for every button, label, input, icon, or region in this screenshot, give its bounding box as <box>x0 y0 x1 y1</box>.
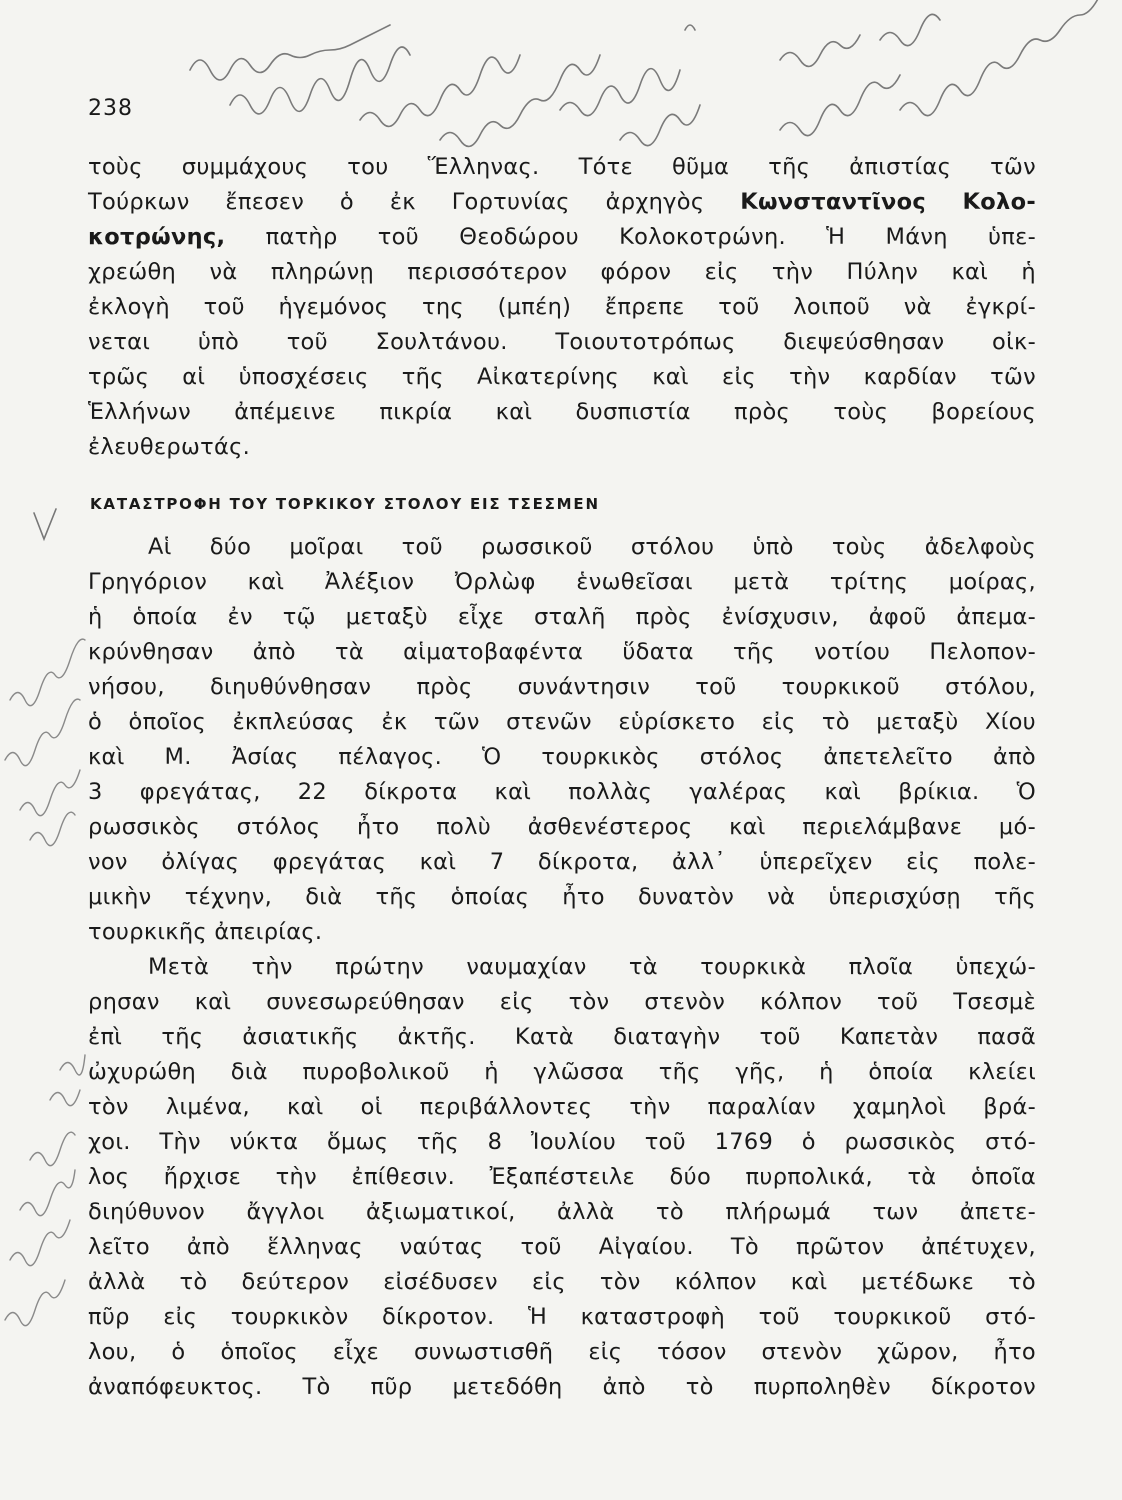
page-number: 238 <box>88 96 133 121</box>
text-line: τουρκικῆς ἀπειρίας. <box>88 919 323 945</box>
intro-paragraph <box>88 150 1036 465</box>
text-line: καὶ Μ. Ἀσίας πέλαγος. Ὁ τουρκικὸς στόλος ἀπετελεῖτο ἀπὸ <box>88 744 1036 770</box>
text-line: διηύθυνον ἄγγλοι ἀξιωματικοί, ἀλλὰ τὸ πλήρωμά των ἀπετε- <box>88 1199 1036 1225</box>
text-line: ἐκλογὴ τοῦ ἡγεμόνος της (μπέη) ἔπρεπε τοῦ λοιποῦ νὰ ἐγκρί- <box>88 294 1036 320</box>
text-line: λος ἤρχισε τὴν ἐπίθεσιν. Ἐξαπέστειλε δύο πυρπολικά, τὰ ὁποῖα <box>88 1164 1036 1190</box>
text-line: λου, ὁ ὁποῖος εἶχε συνωστισθῆ εἰς τόσον στενὸν χῶρον, ἦτο <box>88 1339 1036 1365</box>
text-line: ἀναπόφευκτος. Τὸ πῦρ μετεδόθη ἀπὸ τὸ πυρποληθὲν δίκροτον <box>88 1374 1036 1400</box>
section-body <box>88 530 1036 1405</box>
text-line: 3 φρεγάτας, 22 δίκροτα καὶ πολλὰς γαλέρας καὶ βρίκια. Ὁ <box>88 779 1036 805</box>
text-line: κρύνθησαν ἀπὸ τὰ αἱματοβαφέντα ὕδατα τῆς νοτίου Πελοπον- <box>88 639 1036 665</box>
text-line <box>88 185 1036 220</box>
text-line: ἡ ὁποία ἐν τῷ μεταξὺ εἶχε σταλῆ πρὸς ἐνίσχυσιν, ἀφοῦ ἀπεμα- <box>88 604 1036 630</box>
text-line: πῦρ εἰς τουρκικὸν δίκροτον. Ἡ καταστροφὴ τοῦ τουρκικοῦ στό- <box>88 1304 1036 1330</box>
section-heading: ΚΑΤΑΣΤΡΟΦΗ ΤΟΥ ΤΟΡΚΙΚΟΥ ΣΤΟΛΟΥ ΕΙΣ ΤΣΕΣΜΕΝ <box>90 495 600 513</box>
handwritten-checkmark <box>30 505 60 545</box>
text-line: νον ὀλίγας φρεγάτας καὶ 7 δίκροτα, ἀλλ᾽ ὑπερεῖχεν εἰς πολε- <box>88 849 1036 875</box>
text-line: ἐπὶ τῆς ἀσιατικῆς ἀκτῆς. Κατὰ διαταγὴν τοῦ Καπετὰν πασᾶ <box>88 1024 1036 1050</box>
text-line: Αἱ δύο μοῖραι τοῦ ρωσσικοῦ στόλου ὑπὸ τοὺς ἀδελφοὺς <box>148 534 1036 560</box>
handwritten-annotation-top <box>180 0 1120 150</box>
handwritten-annotation-left <box>0 600 90 1400</box>
bold-name: Κωνσταντῖνος Κολο- <box>740 189 1036 215</box>
text-line: χοι. Τὴν νύκτα ὅμως τῆς 8 Ἰουλίου τοῦ 1769 ὁ ρωσσικὸς στό- <box>88 1129 1036 1155</box>
text-line <box>88 220 1036 255</box>
text-line: Γρηγόριον καὶ Ἀλέξιον Ὀρλὼφ ἑνωθεῖσαι μετὰ τρίτης μοίρας, <box>88 569 1036 595</box>
text-line: μικὴν τέχνην, διὰ τῆς ὁποίας ἦτο δυνατὸν νὰ ὑπερισχύσῃ τῆς <box>88 884 1036 910</box>
text-line: ἐλευθερωτάς. <box>88 434 251 460</box>
text-line: νήσου, διηυθύνθησαν πρὸς συνάντησιν τοῦ τουρκικοῦ στόλου, <box>88 674 1036 700</box>
text-line: ὁ ὁποῖος ἐκπλεύσας ἐκ τῶν στενῶν εὑρίσκετο εἰς τὸ μεταξὺ Χίου <box>88 709 1036 735</box>
text-line: ἀλλὰ τὸ δεύτερον εἰσέδυσεν εἰς τὸν κόλπον καὶ μετέδωκε τὸ <box>88 1269 1036 1295</box>
text-line: ρησαν καὶ συνεσωρεύθησαν εἰς τὸν στενὸν κόλπον τοῦ Τσεσμὲ <box>88 989 1036 1015</box>
text-line: λεῖτο ἀπὸ ἕλληνας ναύτας τοῦ Αἰγαίου. Τὸ πρῶτον ἀπέτυχεν, <box>88 1234 1036 1260</box>
text-line: ὠχυρώθη διὰ πυροβολικοῦ ἡ γλῶσσα τῆς γῆς, ἡ ὁποία κλείει <box>88 1059 1036 1085</box>
text-line: χρεώθη νὰ πληρώνῃ περισσότερον φόρον εἰς τὴν Πύλην καὶ ἡ <box>88 259 1036 285</box>
text-line: τὸν λιμένα, καὶ οἱ περιβάλλοντες τὴν παραλίαν χαμηλοὶ βρά- <box>88 1094 1036 1120</box>
text-line: ρωσσικὸς στόλος ἦτο πολὺ ἀσθενέστερος καὶ περιελάμβανε μό- <box>88 814 1036 840</box>
text-line: τρῶς αἱ ὑποσχέσεις τῆς Αἰκατερίνης καὶ εἰς τὴν καρδίαν τῶν <box>88 364 1036 390</box>
bold-name-continuation: κοτρώνης, <box>88 224 226 250</box>
text-fragment: Τούρκων ἔπεσεν ὁ ἐκ Γορτυνίας ἀρχηγὸς <box>88 189 705 215</box>
text-line: τοὺς συμμάχους του Ἕλληνας. Τότε θῦμα τῆς ἀπιστίας τῶν <box>88 154 1036 180</box>
text-line: νεται ὑπὸ τοῦ Σουλτάνου. Τοιουτοτρόπως διεψεύσθησαν οἰκ- <box>88 329 1036 355</box>
text-line: Ἑλλήνων ἀπέμεινε πικρία καὶ δυσπιστία πρὸς τοὺς βορείους <box>88 399 1036 425</box>
text-line: Μετὰ τὴν πρώτην ναυμαχίαν τὰ τουρκικὰ πλοῖα ὑπεχώ- <box>148 954 1036 980</box>
text-fragment: πατὴρ τοῦ Θεοδώρου Κολοκοτρώνη. Ἡ Μάνη ὑπε- <box>225 224 1036 250</box>
